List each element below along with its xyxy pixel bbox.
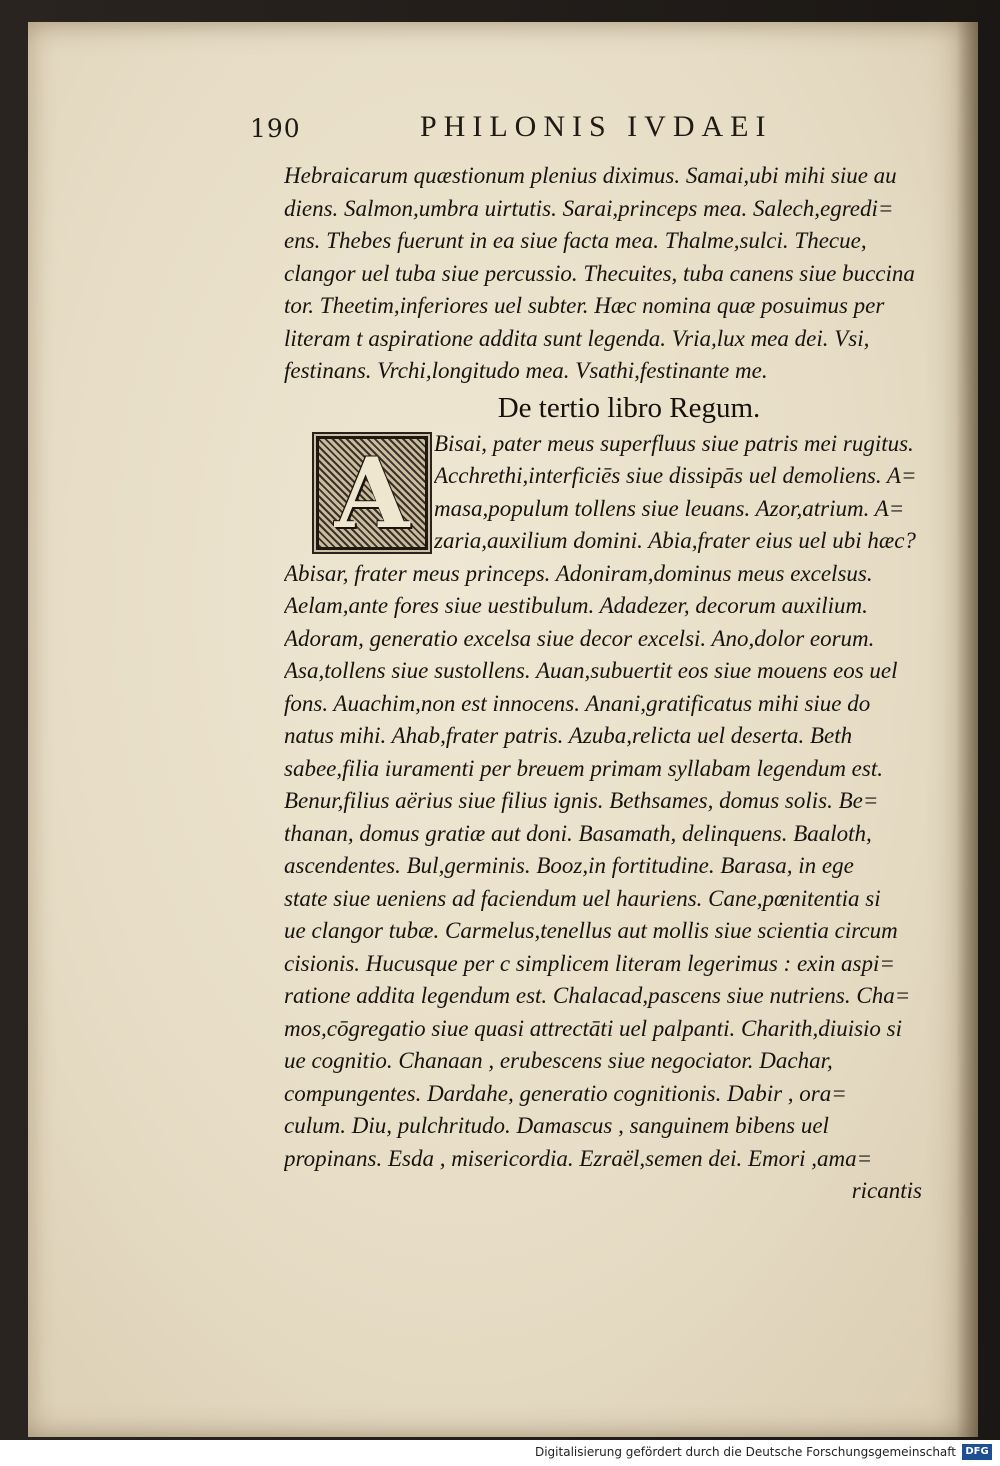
text-line: natus mihi. Ahab,frater patris. Azuba,relicta uel deserta. Beth bbox=[284, 723, 853, 748]
text-line: propinans. Esda , misericordia. Ezraël,semen dei. Emori ,ama= bbox=[284, 1145, 873, 1171]
text-line: clangor uel tuba siue percussio. Thecuites, tuba canens siue buccina bbox=[284, 260, 915, 286]
page-number: 190 bbox=[250, 114, 301, 143]
text-line: diens. Salmon,umbra uirtutis. Sarai,princeps mea. Salech,egredi= bbox=[284, 195, 894, 221]
text-line: Hebraicarum quæstionum plenius diximus. Samai,ubi mihi siue au bbox=[284, 163, 897, 188]
text-line: cisionis. Hucusque per c simplicem literam legerimus : exin aspi= bbox=[284, 950, 895, 976]
text-line: ue cognitio. Chanaan , erubescens siue negociator. Dachar, bbox=[284, 1048, 833, 1073]
text-line: ue clangor tubæ. Carmelus,tenellus aut mollis siue scientia circum bbox=[284, 918, 898, 943]
text-line: fons. Auachim,non est innocens. Anani,gratificatus mihi siue do bbox=[284, 690, 871, 716]
text-line: zaria,auxilium domini. Abia,frater eius uel ubi hæc? bbox=[434, 528, 916, 553]
text-line: masa,populum tollens siue leuans. Azor,atrium. A= bbox=[434, 495, 905, 521]
text-line: Benur,filius aërius siue filius ignis. Bethsames, domus solis. Be= bbox=[284, 788, 879, 813]
paragraph-continued bbox=[284, 160, 944, 388]
text-line: literam t aspiratione addita sunt legenda. Vria,lux mea dei. Vsi, bbox=[284, 325, 870, 351]
text-line: Aelam,ante fores siue uestibulum. Adadezer, decorum auxilium. bbox=[284, 593, 868, 618]
text-line: festinans. Vrchi,longitudo mea. Vsathi,festinante me. bbox=[284, 358, 768, 383]
text-line: mos,cōgregatio siue quasi attrectāti uel palpanti. Charith,diuisio si bbox=[284, 1015, 903, 1041]
text-line: ratione addita legendum est. Chalacad,pascens siue nutriens. Cha= bbox=[284, 983, 911, 1008]
text-line: ens. Thebes fuerunt in ea siue facta mea. Thalme,sulci. Thecue, bbox=[284, 228, 867, 253]
running-title: PHILONIS IVDAEI bbox=[420, 110, 773, 143]
catchword: ricantis bbox=[851, 1178, 922, 1203]
running-head bbox=[250, 110, 950, 150]
text-line: ascendentes. Bul,germinis. Booz,in fortitudine. Barasa, in ege bbox=[284, 853, 854, 878]
text-line: Asa,tollens siue sustollens. Auan,subuertit eos siue mouens eos uel bbox=[284, 658, 898, 683]
text-line: culum. Diu, pulchritudo. Damascus , sanguinem bibens uel bbox=[284, 1113, 829, 1138]
text-line: Abisar, frater meus princeps. Adoniram,dominus meus excelsus. bbox=[284, 560, 873, 586]
decorated-initial bbox=[316, 436, 428, 550]
text-line: Acchrethi,interficiēs siue dissipās uel demoliens. A= bbox=[434, 463, 917, 488]
text-line: tor. Theetim,inferiores uel subter. Hæc nomina quæ posuimus per bbox=[284, 293, 885, 318]
digitization-credit-bar bbox=[0, 1440, 1000, 1466]
text-line: Bisai, pater meus superfluus siue patris mei rugitus. bbox=[434, 430, 914, 456]
text-line: thanan, domus gratiæ aut doni. Basamath, delinquens. Baaloth, bbox=[284, 820, 872, 846]
text-line: state siue ueniens ad faciendum uel hauriens. Cane,pœnitentia si bbox=[284, 885, 881, 911]
section-heading: De tertio libro Regum. bbox=[497, 391, 761, 424]
page-gutter-shadow bbox=[956, 22, 978, 1437]
text-line: compungentes. Dardahe, generatio cognitionis. Dabir , ora= bbox=[284, 1080, 847, 1106]
text-line: Adoram, generatio excelsa siue decor excelsi. Ano,dolor eorum. bbox=[284, 625, 875, 651]
initial-paragraph bbox=[434, 428, 944, 558]
paragraph-main bbox=[284, 558, 944, 1176]
drop-initial-block bbox=[284, 428, 944, 558]
text-line: sabee,filia iuramenti per breuem primam syllabam legendum est. bbox=[284, 755, 883, 781]
initial-letter: A bbox=[334, 436, 410, 550]
digitization-credit: Digitalisierung gefördert durch die Deutsche Forschungsgemeinschaft bbox=[534, 1445, 956, 1459]
dfg-logo: DFG bbox=[962, 1444, 992, 1460]
text-block bbox=[284, 160, 944, 1208]
